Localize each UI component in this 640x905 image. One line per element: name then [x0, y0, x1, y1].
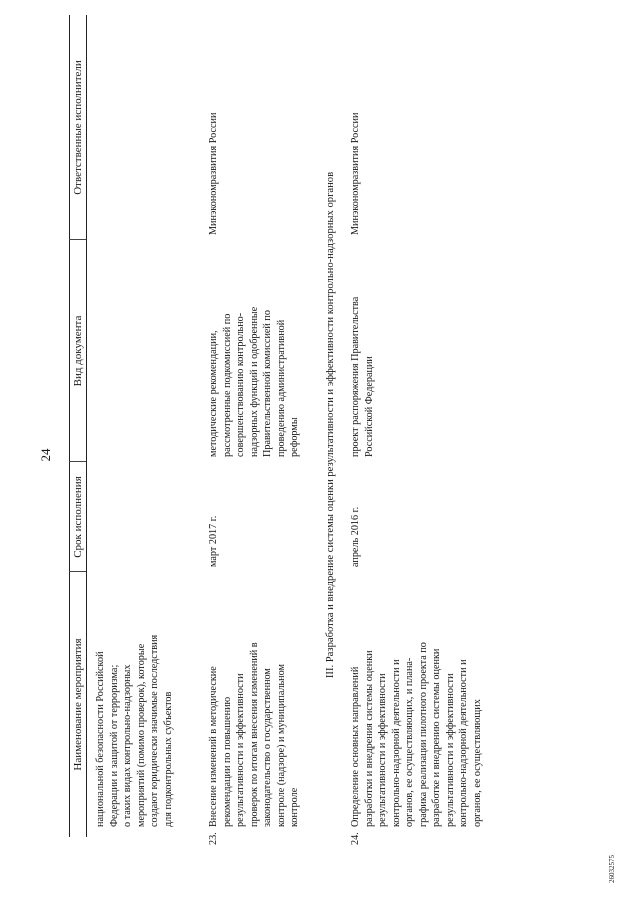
header-term: Срок исполнения [72, 476, 84, 558]
continuation-name: национальной безопасности Российской Федерации и защитой от терроризма; о таких видах контрольно-надзорных мероприятий (помимо проверок), которые создают юридически значимые последствия для подконтрольных субъектов [95, 634, 174, 827]
section-title: III. Разработка и внедрение системы оценки результативности и эффективности контрольно-надзорных органов [325, 171, 336, 679]
page-number: 24 [38, 448, 53, 462]
row-24-name: Определение основных направлений разработки и внедрения системы оценки результативности и эффективности контрольно-надзорной деятельности и органов, ее осуществляющих, и плана- графика реализации пилотного проекта по разработке и внедрению системы оценки результативности и эффективности контрольно-надзорной деятельности и органов, ее осуществляющих [350, 642, 483, 827]
row-24-resp: Минэкономразвития России [350, 112, 361, 235]
header-doc: Вид документа [72, 315, 84, 387]
row-24-number: 24. [350, 832, 361, 845]
row-23-name: Внесение изменений в методические рекомендации по повышению результативности и эффективности проверок по итогам внесения изменений в законодательство о государственном контроле (надзоре) и муниципальном контроле [208, 642, 300, 827]
header-bottom-rule [86, 15, 87, 837]
row-23-resp: Минэкономразвития России [208, 112, 219, 235]
row-23-doc: методические рекомендации, рассмотренные подкомиссией по совершенствованию контрольно- надзорных функций и одобренные Правительственной комиссией по проведению административной реформы [208, 306, 300, 457]
row-24-term: апрель 2016 г. [350, 506, 361, 567]
table-top-rule [69, 15, 70, 837]
header-name: Наименование мероприятия [72, 638, 84, 771]
header-resp: Ответственные исполнители [72, 60, 84, 195]
row-23-number: 23. [208, 832, 219, 845]
document-code: 26032575 [608, 855, 616, 883]
row-24-doc: проект распоряжения Правительства Российской Федерации [350, 296, 375, 457]
row-23-term: март 2017 г. [208, 515, 219, 567]
